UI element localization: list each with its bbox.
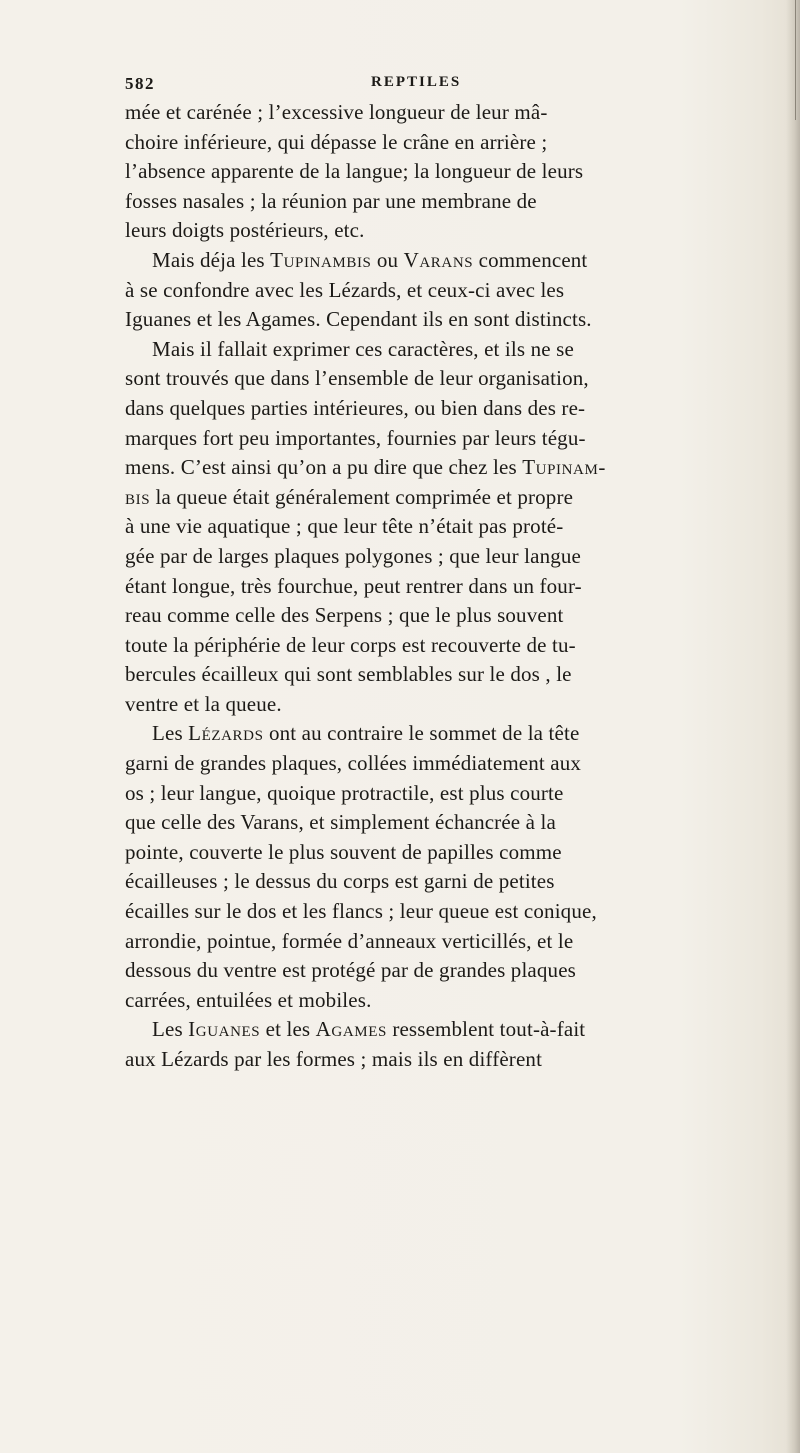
text-line: Les Lézards ont au contraire le sommet de la tête: [152, 721, 580, 746]
text-line: ventre et la queue.: [125, 691, 282, 716]
text-line: dans quelques parties intérieures, ou bien dans des re-: [125, 395, 586, 420]
page-edge-shadow: [786, 0, 800, 1453]
text-line: gée par de larges plaques polygones ; que leur langue: [125, 543, 581, 568]
page-number: 582: [125, 74, 155, 93]
text-line: choire inférieure, qui dépasse le crâne en arrière ;: [125, 129, 548, 154]
text-line: Les Iguanes et les Agames ressemblent tout-à-fait: [152, 1017, 586, 1042]
text-line: étant longue, très fourchue, peut rentrer dans un four-: [125, 573, 582, 598]
text-line: à se confondre avec les Lézards, et ceux-ci avec les: [125, 277, 565, 302]
text-line: dessous du ventre est protégé par de grandes plaques: [125, 958, 576, 983]
text-line: arrondie, pointue, formée d’anneaux verticillés, et le: [125, 928, 574, 953]
text-line: sont trouvés que dans l’ensemble de leur organisation,: [125, 366, 589, 391]
text-line: Mais il fallait exprimer ces caractères, et ils ne se: [152, 336, 574, 361]
small-caps-term: Tupinam-: [522, 455, 606, 480]
text-line: Iguanes et les Agames. Cependant ils en sont distincts.: [125, 307, 592, 332]
text-line: reau comme celle des Serpens ; que le plus souvent: [125, 603, 564, 628]
small-caps-term: Lézards: [188, 721, 264, 746]
running-head: [125, 74, 739, 98]
text-line: écailles sur le dos et les flancs ; leur queue est conique,: [125, 899, 597, 924]
small-caps-term: Agames: [315, 1017, 387, 1042]
text-line: bis la queue était généralement comprimée et propre: [125, 484, 574, 509]
page-edge-line: [795, 0, 796, 120]
text-line: os ; leur langue, quoique protractile, est plus courte: [125, 780, 564, 805]
small-caps-term: Varans: [403, 247, 474, 272]
small-caps-term: Iguanes: [188, 1017, 261, 1042]
text-line: Mais déja les Tupinambis ou Varans commencent: [152, 247, 588, 272]
small-caps-term: Tupinambis: [270, 247, 372, 272]
section-title: REPTILES: [371, 74, 462, 90]
text-line: marques fort peu importantes, fournies par leurs tégu-: [125, 425, 586, 450]
text-line: que celle des Varans, et simplement échancrée à la: [125, 810, 556, 835]
text-line: mens. C’est ainsi qu’on a pu dire que chez les Tupinam-: [125, 455, 606, 480]
text-line: mée et carénée ; l’excessive longueur de leur mâ-: [125, 100, 548, 124]
text-line: bercules écailleux qui sont semblables sur le dos , le: [125, 662, 572, 687]
text-line: carrées, entuilées et mobiles.: [125, 987, 372, 1012]
text-line: à une vie aquatique ; que leur tête n’était pas proté-: [125, 514, 564, 539]
small-caps-term: bis: [125, 484, 151, 509]
text-line: pointe, couverte le plus souvent de papilles comme: [125, 839, 562, 864]
text-line: l’absence apparente de la langue; la longueur de leurs: [125, 159, 584, 184]
body-text: [125, 98, 755, 1075]
text-line: aux Lézards par les formes ; mais ils en diffèrent: [125, 1047, 543, 1071]
text-line: fosses nasales ; la réunion par une membrane de: [125, 188, 537, 213]
text-line: garni de grandes plaques, collées immédiatement aux: [125, 751, 582, 776]
text-line: écailleuses ; le dessus du corps est garni de petites: [125, 869, 555, 894]
text-line: toute la périphérie de leur corps est recouverte de tu-: [125, 632, 576, 657]
text-line: leurs doigts postérieurs, etc.: [125, 218, 365, 243]
